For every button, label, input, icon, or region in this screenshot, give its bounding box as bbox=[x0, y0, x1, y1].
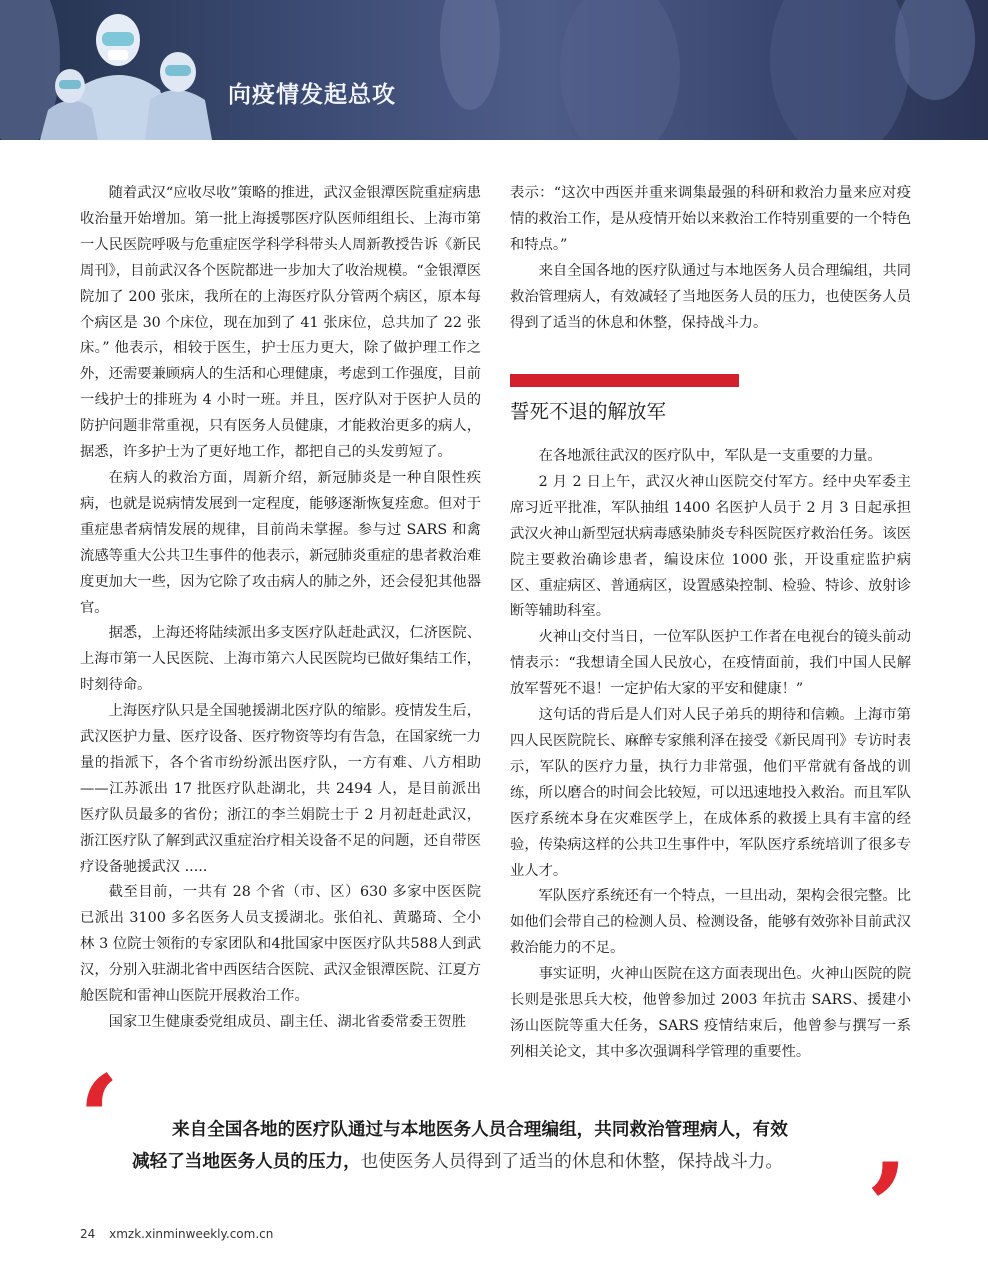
pull-quote-line2-normal: 也使医务人员得到了适当的休息和休整，保持战斗力。 bbox=[360, 1152, 783, 1172]
paragraph: 2 月 2 日上午，武汉火神山医院交付军方。经中央军委主席习近平批准，军队抽组 1400 名医护人员于 2 月 3 日起承担武汉火神山新型冠状病毒感染肺炎专科医院医疗救治任务。该医院主要救治确诊患者，编设床位 1000 张，开设重症监护病区、重症病区、普通病区，设置感染控制、检验、特诊、放射诊断等辅助科室。 bbox=[510, 473, 911, 620]
paragraph: 截至目前，一共有 28 个省（市、区）630 多家中医医院已派出 3100 多名医务人员支援湖北。张伯礼、黄璐琦、仝小林 3 位院士领衔的专家团队和4批国家中医医疗队共588人到武汉，分别入驻湖北省中西医结合医院、武汉金银潭医院、江夏方舱医院和雷神山医院开展救治工作。 bbox=[80, 884, 481, 1005]
pull-quote-line1: 来自全国各地的医疗队通过与本地医务人员合理编组，共同救治管理病人，有效 bbox=[172, 1119, 788, 1140]
page-number: 24 bbox=[80, 1227, 96, 1241]
open-quote-icon: ‘ bbox=[78, 1049, 120, 1190]
page-footer bbox=[80, 1227, 273, 1241]
footer-url: xmzk.xinminweekly.com.cn bbox=[109, 1227, 274, 1241]
paragraph: 火神山交付当日，一位军队医护工作者在电视台的镜头前动情表示：“我想请全国人民放心，在疫情面前，我们中国人民解放军誓死不退！一定护佑大家的平安和健康！” bbox=[510, 629, 911, 698]
right-column-bottom bbox=[510, 444, 911, 1066]
section-accent-bar bbox=[510, 374, 739, 387]
paragraph: 军队医疗系统还有一个特点，一旦出动，架构会很完整。比如他们会带自己的检测人员、检测设备，能够有效弥补目前武汉救治能力的不足。 bbox=[510, 888, 911, 957]
paragraph: 事实证明，火神山医院在这方面表现出色。火神山医院的院长则是张思兵大校，他曾参加过 2003 年抗击 SARS、援建小汤山医院等重大任务，SARS 疫情结束后，他曾参与撰写一系列相关论文，其中多次强调科学管理的重要性。 bbox=[510, 966, 911, 1060]
pull-quote-line2-bold: 减轻了当地医务人员的压力， bbox=[132, 1151, 361, 1172]
section-heading: 誓死不退的解放军 bbox=[510, 400, 667, 423]
medical-workers-illustration bbox=[0, 0, 988, 140]
close-quote-icon: ’ bbox=[866, 1137, 908, 1278]
paragraph: 表示：“这次中西医并重来调集最强的科研和救治力量来应对疫情的救治工作，是从疫情开始以来救治工作特别重要的一个特色和特点。” bbox=[510, 185, 911, 253]
section-header-title: 向疫情发起总攻 bbox=[228, 82, 396, 108]
header-banner bbox=[0, 0, 988, 140]
pull-quote bbox=[132, 1114, 872, 1178]
paragraph: 上海医疗队只是全国驰援湖北医疗队的缩影。疫情发生后，武汉医护力量、医疗设备、医疗物资等均有告急，在国家统一力量的指派下，各个省市纷纷派出医疗队，一方有难、八方相助——江苏派出 17 批医疗队赴湖北，共 2494 人，是目前派出医疗队员最多的省份；浙江的李兰娟院士于 2 月初赶赴武汉，浙江医疗队了解到武汉重症治疗相关设备不足的问题，还自带医疗设备驰援武汉 ..... bbox=[80, 703, 481, 875]
paragraph: 随着武汉“应收尽收”策略的推进，武汉金银潭医院重症病患收治量开始增加。第一批上海援鄂医疗队医师组组长、上海市第一人民医院呼吸与危重症医学科学科带头人周新教授告诉《新民周刊》，目前武汉各个医院都进一步加大了收治规模。“金银潭医院加了 200 张床，我所在的上海医疗队分管两个病区，原本每个病区是 30 个床位，现在加到了 41 张床位，总共加了 22 张床。” 他表示，相较于医生，护士压力更大，除了做护理工作之外，还需要兼顾病人的生活和心理健康，考虑到工作强度，目前一线护士的排班为 4 小时一班。并且，医疗队对于医护人员的防护问题非常重视，只有医务人员健康，才能救治更多的病人，据悉，许多护士为了更好地工作，都把自己的头发剪短了。 bbox=[80, 185, 481, 461]
paragraph: 国家卫生健康委党组成员、副主任、湖北省委常委王贺胜 bbox=[108, 1014, 467, 1030]
paragraph: 据悉，上海还将陆续派出多支医疗队赶赴武汉，仁济医院、上海市第一人民医院、上海市第六人民医院均已做好集结工作，时刻待命。 bbox=[80, 625, 481, 694]
paragraph: 这句话的背后是人们对人民子弟兵的期待和信赖。上海市第四人民医院院长、麻醉专家熊利泽在接受《新民周刊》专访时表示，军队的医疗力量，执行力非常强，他们平常就有备战的训练，所以磨合的时间会比较短，可以迅速地投入救治。而且军队医疗系统本身在灾难医学上，在成体系的救援上具有丰富的经验，传染病这样的公共卫生事件中，军队医疗系统培训了很多专业人才。 bbox=[510, 707, 911, 879]
paragraph: 在病人的救治方面，周新介绍，新冠肺炎是一种自限性疾病，也就是说病情发展到一定程度，能够逐渐恢复痊愈。但对于重症患者病情发展的规律，目前尚未掌握。参与过 SARS 和禽流感等重大公共卫生事件的他表示，新冠肺炎重症的患者救治难度更加大一些，因为它除了攻击病人的肺之外，还会侵犯其他器官。 bbox=[80, 469, 481, 616]
paragraph: 在各地派往武汉的医疗队中，军队是一支重要的力量。 bbox=[538, 448, 882, 464]
right-column-top bbox=[510, 181, 911, 336]
left-column bbox=[80, 181, 481, 1036]
paragraph: 来自全国各地的医疗队通过与本地医务人员合理编组，共同救治管理病人，有效减轻了当地医务人员的压力，也使医务人员得到了适当的休息和休整，保持战斗力。 bbox=[510, 262, 911, 331]
